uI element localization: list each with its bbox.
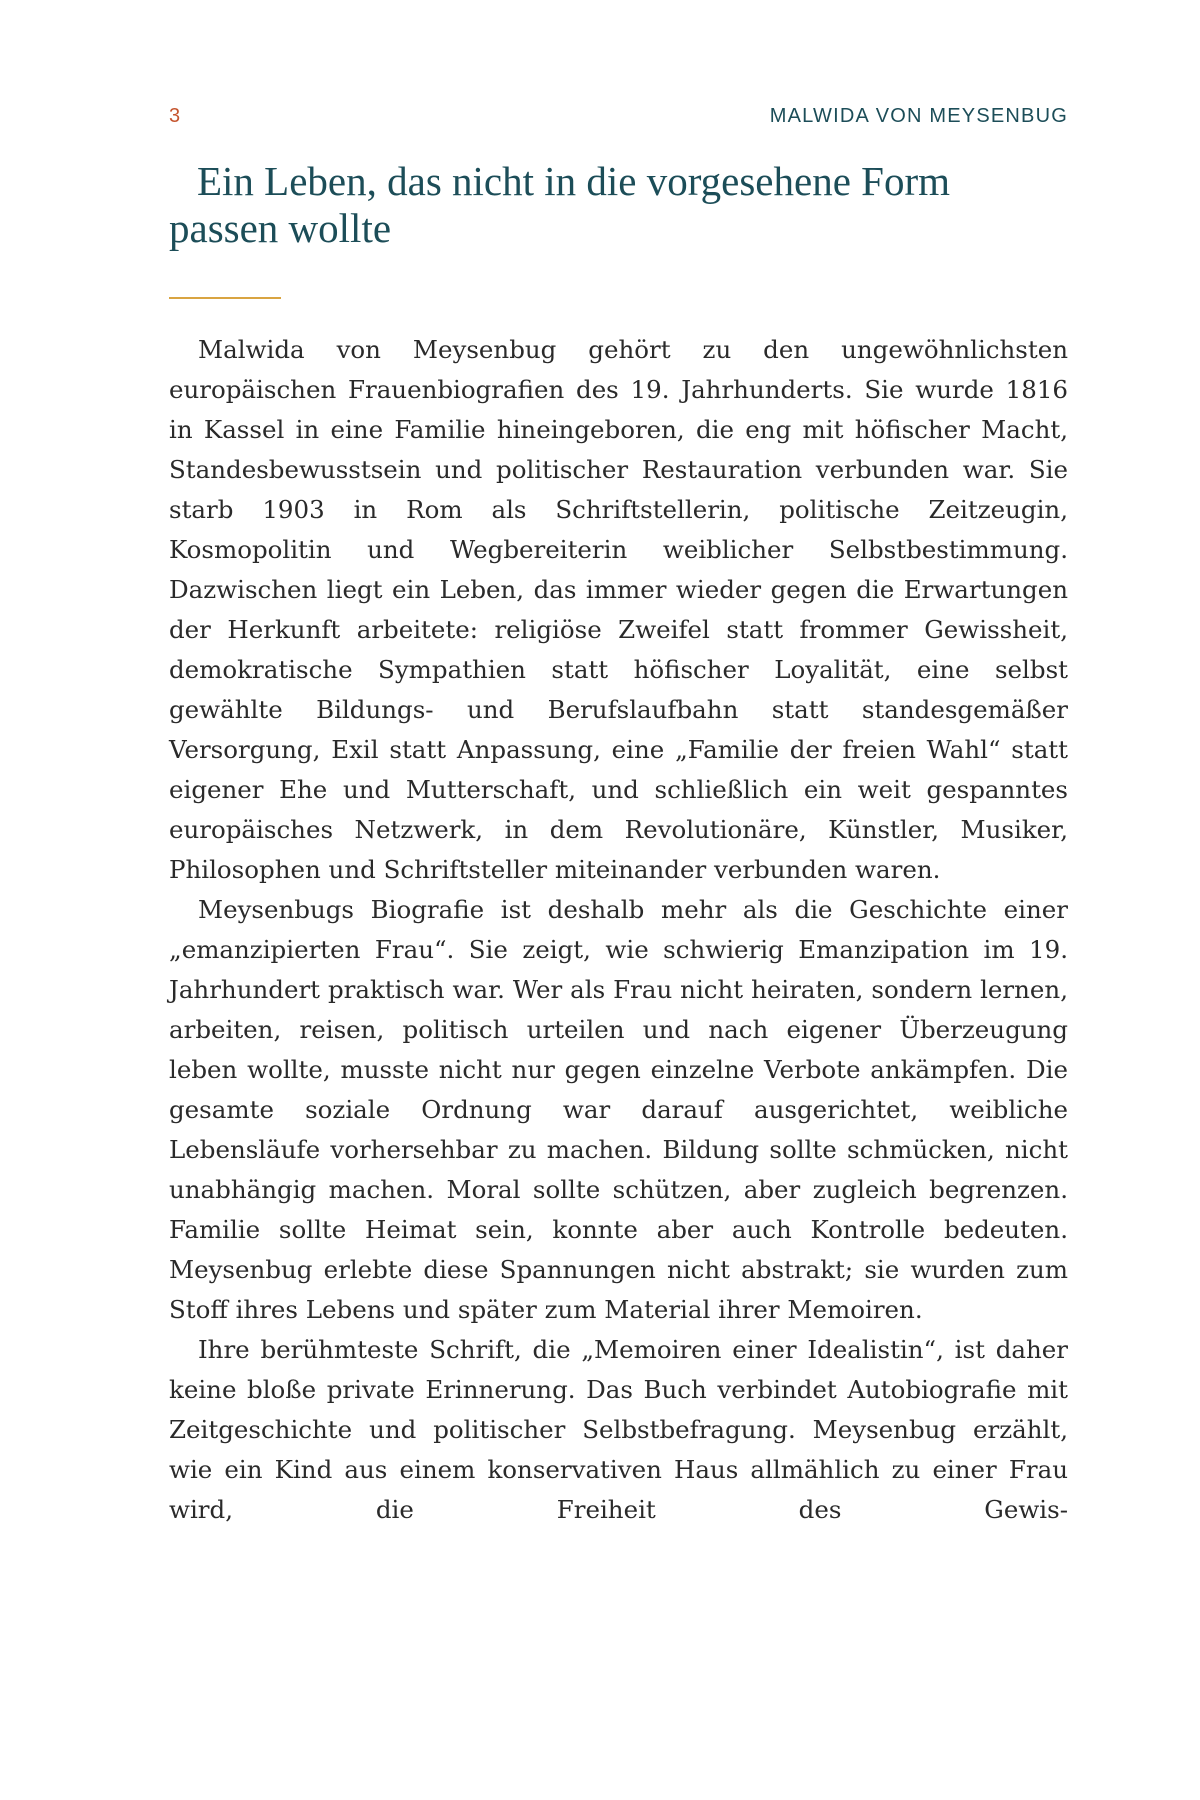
running-title: MALWIDA VON MEYSENBUG [769,104,1068,127]
body-text [169,330,1068,1530]
chapter-title: Ein Leben, das nicht in die vorgesehene Form passen wollte [169,158,950,251]
paragraph: Malwida von Meysenbug gehört zu den ungewöhnlichsten europäischen Frauenbiografien des 19. Jahrhunderts. Sie wurde 1816 in Kassel in eine Familie hineingeboren, die eng mit höfischer Macht, Standesbewusstsein und politischer Restauration verbunden war. Sie starb 1903 in Rom als Schriftstellerin, politische Zeitzeugin, Kosmopolitin und Wegbereiterin weiblicher Selbstbestimmung. Dazwischen liegt ein Leben, das immer wieder gegen die Erwartungen der Herkunft arbeitete: religiöse Zweifel statt frommer Gewissheit, demokratische Sympathien statt höfischer Loyalität, eine selbst gewählte Bildungs- und Berufslaufbahn statt standesgemäßer Versorgung, Exil statt Anpassung, eine „Familie der freien Wahl“ statt eigener Ehe und Mutterschaft, und schließlich ein weit gespanntes europäisches Netzwerk, in dem Revolutionäre, Künstler, Musiker, Philosophen und Schriftsteller miteinander verbunden waren. [169,335,1068,884]
title-divider [169,297,281,299]
running-head [169,101,1068,131]
page-number: 3 [169,104,181,127]
paragraph: Ihre berühmteste Schrift, die „Memoiren einer Idealistin“, ist daher keine bloße private Erinnerung. Das Buch verbindet Autobiografie mit Zeitgeschichte und politischer Selbstbefragung. Meysenbug erzählt, wie ein Kind aus einem konservativen Haus allmählich zu einer Frau wird, die Freiheit des Gewis- [169,1335,1068,1524]
paragraph: Meysenbugs Biografie ist deshalb mehr als die Geschichte einer „emanzipierten Frau“. Sie zeigt, wie schwierig Emanzipation im 19. Jahrhundert praktisch war. Wer als Frau nicht heiraten, sondern lernen, arbeiten, reisen, politisch urteilen und nach eigener Überzeugung leben wollte, musste nicht nur gegen einzelne Verbote ankämpfen. Die gesamte soziale Ordnung war darauf ausgerichtet, weibliche Lebensläufe vorhersehbar zu machen. Bildung sollte schmücken, nicht unabhängig machen. Moral sollte schützen, aber zugleich begrenzen. Familie sollte Heimat sein, konnte aber auch Kontrolle bedeuten. Meysenbug erlebte diese Spannungen nicht abstrakt; sie wurden zum Stoff ihres Lebens und später zum Material ihrer Memoiren. [169,895,1068,1324]
